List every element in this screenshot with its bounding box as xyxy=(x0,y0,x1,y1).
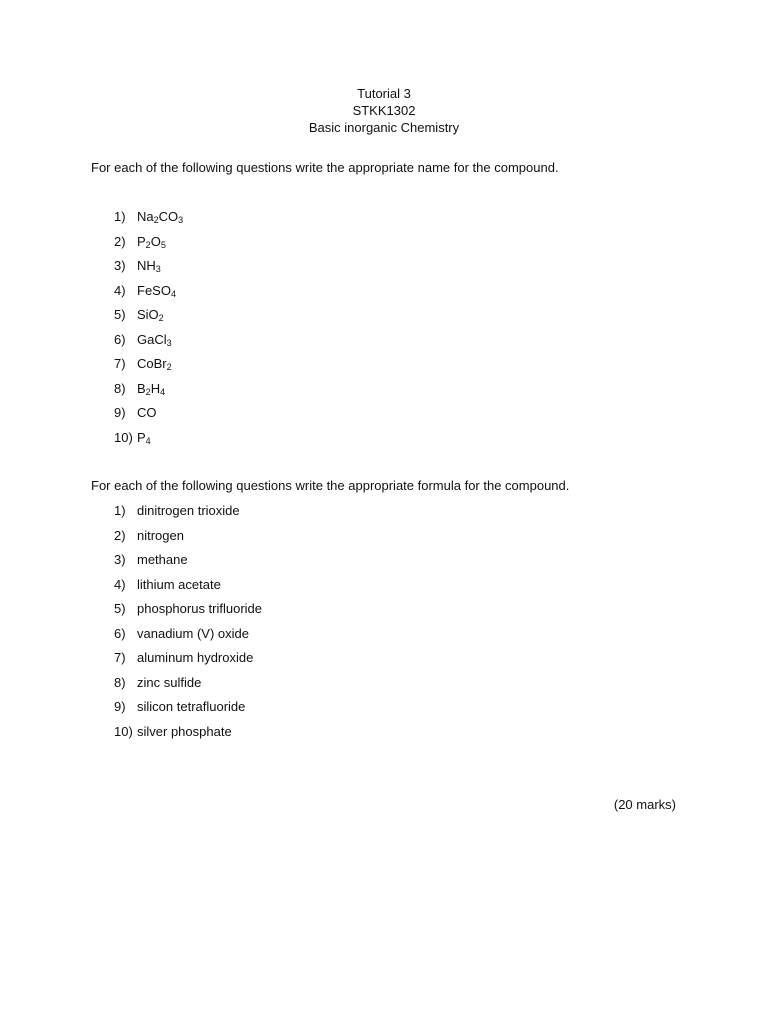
formula-symbol: Na xyxy=(137,209,154,224)
formula-symbol: CO xyxy=(158,209,179,224)
chemical-formula xyxy=(137,209,183,224)
formula-symbol: NH xyxy=(137,258,156,273)
section-1-instruction: For each of the following questions write the appropriate name for the compound. xyxy=(91,160,559,175)
course-code: STKK1302 xyxy=(352,103,416,118)
chemical-formula xyxy=(137,332,172,347)
question-number: 1) xyxy=(114,209,126,224)
compound-name: nitrogen xyxy=(137,527,184,543)
chemical-formula xyxy=(137,430,151,445)
question-number: 9) xyxy=(114,699,126,714)
question-number: 3) xyxy=(114,258,126,273)
formula-subscript: 2 xyxy=(158,313,164,323)
compound-formula-question-list xyxy=(114,502,262,747)
chemical-formula xyxy=(137,356,172,371)
list-item xyxy=(114,576,262,601)
formula-subscript: 2 xyxy=(153,215,159,225)
list-item xyxy=(114,600,262,625)
formula-symbol: P xyxy=(137,429,146,445)
question-number: 1) xyxy=(114,503,126,518)
list-item xyxy=(114,429,183,454)
formula-symbol: GaCl xyxy=(137,331,167,347)
question-number: 2) xyxy=(114,527,126,543)
formula-symbol: FeSO xyxy=(137,282,171,298)
formula-symbol: CoBr xyxy=(137,356,167,371)
total-marks: (20 marks) xyxy=(613,797,676,812)
question-number: 6) xyxy=(114,625,126,641)
list-item xyxy=(114,404,183,429)
formula-subscript: 2 xyxy=(145,386,151,397)
list-item xyxy=(114,527,262,552)
question-number: 6) xyxy=(114,331,126,347)
formula-symbol: SiO xyxy=(137,307,159,322)
list-item xyxy=(114,502,262,527)
formula-symbol: B xyxy=(137,380,146,396)
question-number: 9) xyxy=(114,405,126,420)
list-item xyxy=(114,331,183,356)
chemical-formula xyxy=(137,405,157,420)
formula-subscript: 4 xyxy=(170,288,176,299)
question-number: 2) xyxy=(114,233,126,249)
compound-name: silver phosphate xyxy=(137,723,232,739)
compound-name: silicon tetrafluoride xyxy=(137,699,246,714)
compound-name-question-list xyxy=(114,208,183,453)
formula-subscript: 2 xyxy=(166,362,172,372)
question-number: 4) xyxy=(114,282,126,298)
compound-name: zinc sulfide xyxy=(137,674,202,690)
formula-symbol: CO xyxy=(137,405,157,420)
chemical-formula xyxy=(137,234,166,249)
formula-symbol: P xyxy=(137,233,146,249)
question-number: 10) xyxy=(114,723,133,739)
formula-symbol: O xyxy=(150,233,161,249)
question-number: 7) xyxy=(114,356,126,371)
list-item xyxy=(114,208,183,233)
list-item xyxy=(114,698,262,723)
list-item xyxy=(114,723,262,748)
chemical-formula xyxy=(137,283,176,298)
formula-subscript: 4 xyxy=(145,435,151,446)
chemical-formula xyxy=(137,381,165,396)
question-number: 7) xyxy=(114,650,126,665)
question-number: 8) xyxy=(114,380,126,396)
formula-subscript: 3 xyxy=(155,264,161,274)
list-item xyxy=(114,380,183,405)
compound-name: methane xyxy=(137,552,188,567)
compound-name: lithium acetate xyxy=(137,576,221,592)
list-item xyxy=(114,674,262,699)
section-2-instruction: For each of the following questions write the appropriate formula for the compound. xyxy=(91,478,570,493)
formula-subscript: 3 xyxy=(178,215,184,225)
question-number: 5) xyxy=(114,307,126,322)
formula-subscript: 2 xyxy=(145,239,151,250)
list-item xyxy=(114,625,262,650)
chemical-formula xyxy=(137,307,164,322)
compound-name: dinitrogen trioxide xyxy=(137,503,240,518)
question-number: 10) xyxy=(114,429,133,445)
list-item xyxy=(114,551,262,576)
list-item xyxy=(114,282,183,307)
list-item xyxy=(114,233,183,258)
formula-subscript: 5 xyxy=(160,239,166,250)
list-item xyxy=(114,649,262,674)
question-number: 8) xyxy=(114,674,126,690)
list-item xyxy=(114,355,183,380)
question-number: 4) xyxy=(114,576,126,592)
chemical-formula xyxy=(137,258,161,273)
list-item xyxy=(114,257,183,282)
compound-name: phosphorus trifluoride xyxy=(137,601,263,616)
list-item xyxy=(114,306,183,331)
compound-name: aluminum hydroxide xyxy=(137,650,254,665)
formula-subscript: 3 xyxy=(166,337,172,348)
formula-subscript: 4 xyxy=(160,386,166,397)
question-number: 5) xyxy=(114,601,126,616)
compound-name: vanadium (V) oxide xyxy=(137,625,249,641)
course-subject: Basic inorganic Chemistry xyxy=(308,120,460,135)
document-title: Tutorial 3 xyxy=(357,86,411,101)
formula-symbol: H xyxy=(150,380,161,396)
question-number: 3) xyxy=(114,552,126,567)
